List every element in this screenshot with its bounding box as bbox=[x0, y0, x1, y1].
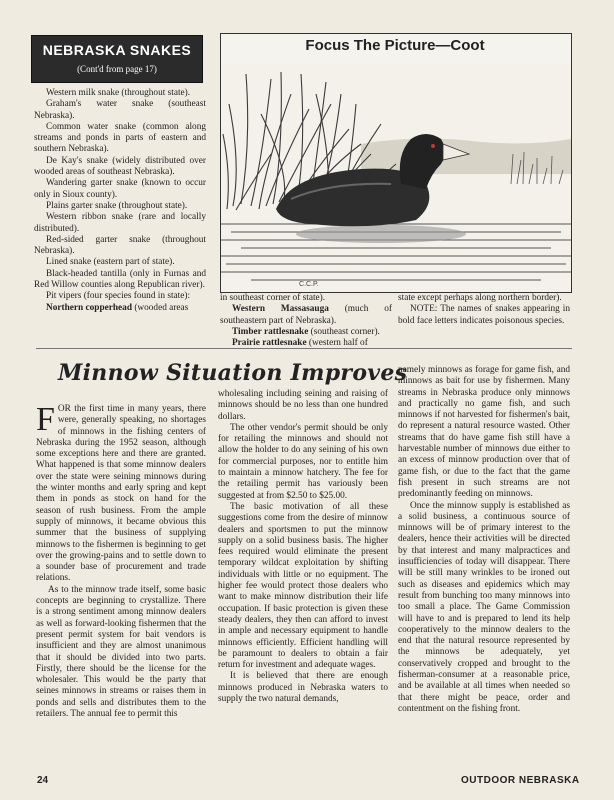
snake-entry: De Kay's snake (widely distributed over wooded areas of southeast Nebraska). bbox=[34, 155, 206, 178]
minnow-column-2 bbox=[218, 389, 388, 705]
snake-entry: Black-headed tantilla (only in Furnas and Red Willow counties along Republican river). bbox=[34, 268, 206, 291]
minnow-paragraph: wholesaling including seining and raising of minnows should be no less than one hundred dollars. bbox=[218, 389, 388, 422]
snakes-title: NEBRASKA SNAKES bbox=[42, 42, 192, 58]
coot-artist-signature: C.C.P. bbox=[299, 281, 319, 288]
snake-name-bold: Prairie rattlesnake bbox=[232, 338, 307, 349]
snake-entry-copperhead bbox=[34, 303, 206, 314]
minnow-paragraph: It is believed that there are enough minnows produced in Nebraska waters to supply the two natural demands, bbox=[218, 671, 388, 705]
drop-cap: F bbox=[36, 401, 55, 438]
snakes-column-2 bbox=[220, 293, 392, 349]
publication-name: OUTDOOR NEBRASKA bbox=[461, 775, 580, 786]
snake-name-bold: Northern copperhead bbox=[46, 302, 132, 313]
snake-entry-rest: (much of southeastern part of Nebraska). bbox=[220, 304, 392, 326]
minnow-paragraph: namely minnows as forage for game fish, and minnows as bait for use by fishermen. Many streams in Nebraska produce only minnows and practically no game fish, and such minnows if not harvested for fishermen's bait, do represent a natural resource wasted. Other streams that do have game fish still have a harvestable number of minnows due either to an excess of minnow production over that of game fish, or due to the fact that the game fish present in such streams are not predominantly feeding on minnows. bbox=[398, 365, 570, 500]
snake-entry: Red-sided garter snake (throughout Nebraska). bbox=[34, 234, 206, 257]
snake-entry: Lined snake (eastern part of state). bbox=[46, 257, 175, 268]
snake-entry-rest: (southeast corner). bbox=[308, 326, 380, 337]
snake-entry: state except perhaps along northern border). bbox=[398, 293, 562, 303]
snake-entry-massasauga bbox=[220, 304, 392, 327]
page-number: 24 bbox=[37, 775, 49, 786]
snakes-header-box bbox=[31, 35, 203, 83]
minnow-paragraph: The basic motivation of all these suggestions come from the desire of minnow dealers and sportsmen to put the minnow supply on a solid business basis. The higher fees required would eliminate the present temporary wildcat exploitation by shifting individuals with little or no equipment. The higher fee would protect those dealers who want to make minnow distribution their life occupation. If basic protection is given these steady dealers, they then can afford to invest in ample and necessary equipment to handle minnows efficiently. Efficient handling will be paramount to dealers to obtain a fair return for investment and adequate wages. bbox=[218, 501, 388, 671]
coot-illustration bbox=[221, 34, 571, 292]
snake-entry: Wandering garter snake (known to occur only in Sioux county). bbox=[34, 178, 206, 200]
snake-entry: Western ribbon snake (rare and locally distributed). bbox=[34, 212, 206, 234]
minnow-column-3 bbox=[398, 365, 570, 715]
coot-picture-frame bbox=[220, 33, 572, 293]
minnow-column-1 bbox=[36, 401, 206, 720]
snakes-continued: (Cont'd from page 17) bbox=[77, 64, 157, 74]
snake-entry: Common water snake (common along streams and ponds in parts of eastern and southern Nebraska). bbox=[34, 121, 206, 155]
minnow-paragraph-text: OR the first time in many years, there were, generally speaking, no shortages of minnows in the fishing centers of Nebraska during the 1952 season, although some exceptions here and there are granted. What happened is that some minnow dealers over the state were seining minnows during the winter months and early spring and kept them in ponds as stock on hand for the season of rush business. From the ample supply of minnows, it became obvious this summer that the business of supplying minnows to the fishermen is beginning to get over the growing-pains and to settle down to a sounder base of procurement and trade relations. bbox=[36, 404, 206, 584]
snake-name-bold: Western Massasauga bbox=[232, 304, 329, 315]
snake-entry: Western milk snake (throughout state). bbox=[46, 88, 191, 98]
snake-entry: Pit vipers (four species found in state): bbox=[46, 291, 191, 302]
minnow-article-title: Minnow Situation Improves bbox=[58, 360, 408, 386]
snake-entry: in southeast corner of state). bbox=[220, 293, 326, 303]
minnow-paragraph: Once the minnow supply is established as a solid business, a continuous source of minnows will be of primary interest to the dealers, hence their activities will be directed by that interest and many malpractices and insufficiencies of today will disappear. There will be still many wrinkles to be ironed out such as diseases and epidemics which may result from bunching too many minnows into too small a place. The Game Commission will have to and is prepared to lend its help cooperatively to the minnow dealers to the end that the natural resource represented by the minnows be adequately, yet conservatively cropped and brought to the fisherman-consumer at a reasonable price, and be available at all times when needed so that there might be peace, order and contentment on the fishing front. bbox=[398, 500, 570, 714]
snake-entry-timber bbox=[220, 327, 392, 338]
minnow-paragraph: As to the minnow trade itself, some basic concepts are beginning to crystallize. There is a strong sentiment among minnow dealers as well as forward-looking fishermen that the present permit system for bait vendors is insufficient and they are almost unanimous that it should be divided into two parts. Firstly, there should be the license for the wholesaler. This would be the party that seines minnows in streams or raises them in ponds and sells and distributes them to the retailers. The annual fee to permit this bbox=[36, 584, 206, 720]
minnow-paragraph: The other vendor's permit should be only for retailing the minnows and should not allow the holder to do any seining of his own for commercial purposes, nor to entitle him to maintain a minnow hatchery. The fee for the retailing permit has variously been suggested at from $2.50 to $25.00. bbox=[218, 422, 388, 501]
coot-title: Focus The Picture—Coot bbox=[305, 37, 485, 54]
snake-entry: Graham's water snake (southeast Nebraska). bbox=[34, 99, 206, 121]
minnow-paragraph bbox=[36, 401, 206, 585]
snake-name-bold: Timber rattlesnake bbox=[232, 326, 309, 337]
section-divider bbox=[36, 348, 572, 349]
snake-entry-rest: (wooded areas bbox=[132, 302, 189, 313]
snakes-column-1 bbox=[34, 88, 206, 314]
snake-entry: Plains garter snake (throughout state). bbox=[46, 200, 188, 211]
snake-entry-rest: (western half of bbox=[306, 338, 368, 349]
snakes-column-3 bbox=[398, 293, 570, 327]
snakes-note: NOTE: The names of snakes appearing in bold face letters indicates poisonous species. bbox=[398, 304, 570, 326]
